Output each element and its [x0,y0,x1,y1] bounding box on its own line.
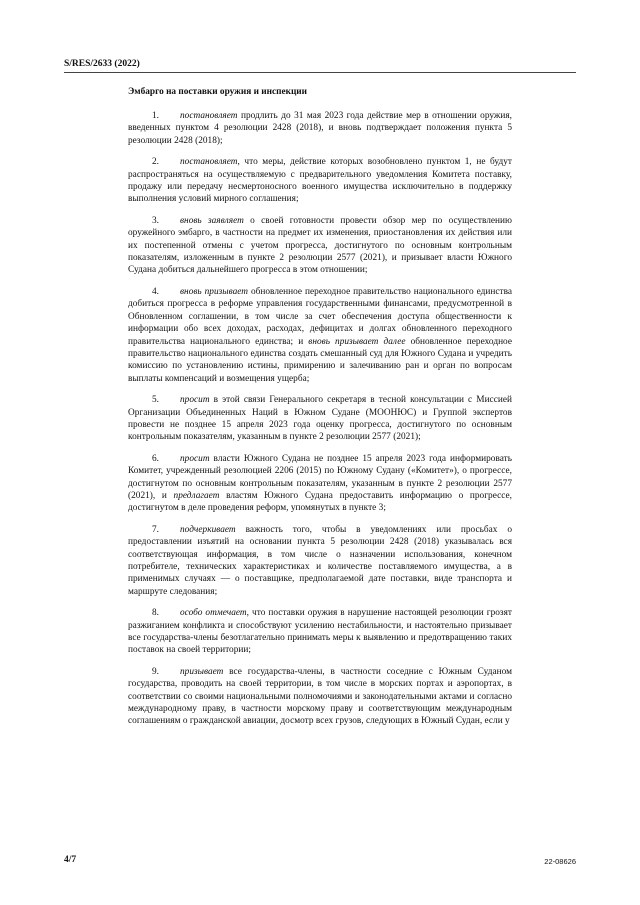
paragraph-6 [128,453,512,515]
operative-verb-2: предлагает [173,490,220,501]
document-symbol: S/RES/2633 (2022) [64,59,140,69]
paragraph-text: в этой связи Генерального секретаря в тесной консультации с Миссией Организации Объединенных Наций в Южном Судане (МООНЮС) и Группой экспертов провести не позднее 15 апреля 2023 года оценку прогресса, достигнутого по основным контрольным показателям, указанным в пункте 2 резолюции 2577 (2021); [128,395,512,443]
operative-verb: просит [180,395,210,406]
operative-verb: постановляет [180,157,238,168]
paragraph-number: 1. [152,111,160,121]
operative-verb: постановляет [180,111,238,121]
operative-verb: вновь призывает [180,286,249,297]
operative-verb: особо отмечает [180,608,247,619]
header-divider [64,72,576,73]
operative-verb: подчеркивает [180,524,236,535]
operative-verb: просит [180,453,210,464]
paragraph-number: 8. [152,608,160,619]
paragraph-text: обновленное переходное правительство национального единства добиться прогресса в реформе управления государственными финансами, предусмотренной в Обновленном соглашении, в том числе за счет обеспечения доступа общественности к информации обо всех доходах, расходах, дефицитах и долгах обновленного переходного правительства национального единства; и [128,286,512,347]
paragraph-number: 6. [152,453,160,464]
paragraph-4 [128,286,512,385]
document-body [128,86,512,737]
paragraph-2 [128,156,512,206]
paragraph-number: 7. [152,524,160,535]
paragraph-text: о своей готовности провести обзор мер по осуществлению оружейного эмбарго, в частности на предмет их изменения, приостановления их действия или их постепенной отмены с учетом прогресса, достигнутого по основным контрольным показателям, изложенным в пункте 2 резолюции 2577 (2021), и призывает власти Южного Судана добиться дальнейшего прогресса в этом отношении; [128,215,512,276]
operative-verb: призывает [180,666,224,677]
paragraph-5 [128,394,512,444]
paragraph-number: 3. [152,215,160,226]
paragraph-text: , что меры, действие которых возобновлено пунктом 1, не будут распространяться на осуществляемую с предварительного уведомления Комитета поставку, продажу или передачу несмертоносного военного имущества исключительно в поддержку выполнения условий мирного соглашения; [128,157,512,205]
paragraph-number: 5. [152,395,160,406]
paragraph-text: все государства-члены, в частности соседние с Южным Суданом государства, проводить на своей территории, в том числе в морских портах и аэропортах, в соответствии со своими национальными полномочиями и законодательными актами и согласно международному праву, в частности морскому праву и соответствующим международным соглашениям о гражданской авиации, досмотр всех грузов, следующих в Южный Судан, если у [128,666,512,727]
paragraph-text-2: обновленное переходное правительство национального единства создать смешанный суд для Южного Судана и учредить комиссию по установлению истины, примирению и залечиванию ран и орган по вопросам выплаты компенсаций и возмещения ущерба; [128,336,512,384]
paragraph-text: , что поставки оружия в нарушение настоящей резолюции грозят разжиганием конфликта и способствуют усилению нестабильности, и настоятельно призывает все государства-члены безотлагательно принимать меры к выявлению и предотвращению таких поставок на своей территории; [128,608,512,656]
document-code: 22-08626 [544,857,576,866]
paragraph-text: важность того, чтобы в уведомлениях или просьбах о предоставлении изъятий на основании пункта 5 резолюции 2428 (2018) указывалась вся соответствующая информация, в том числе о назначении использования, конечном потребителе, технических характеристиках и количестве поставляемого имущества, а в применимых случаях — о поставщике, предполагаемой дате поставки, виде транспорта и маршруте следования; [128,524,512,597]
paragraph-3 [128,215,512,277]
paragraph-1 [128,110,512,147]
paragraph-9 [128,666,512,728]
operative-verb-2: вновь призывает далее [308,336,406,347]
paragraph-number: 4. [152,286,160,297]
paragraph-text: продлить до 31 мая 2023 года действие мер в отношении оружия, введенных пунктом 4 резолюции 2428 (2018), и вновь подтверждает положения пункта 5 резолюции 2428 (2018); [128,111,512,146]
paragraph-number: 9. [152,666,160,677]
paragraph-7 [128,524,512,598]
paragraph-number: 2. [152,157,160,168]
operative-verb: вновь заявляет [180,215,244,226]
paragraph-text: власти Южного Судана не позднее 15 апреля 2023 года информировать Комитет, учрежденный резолюцией 2206 (2015) по Южному Судану («Комитет»), о прогрессе, достигнутом по основным контрольным показателям, указанным в пункте 2 резолюции 2577 (2021), и [128,453,512,501]
page-number: 4/7 [64,855,77,865]
paragraph-text-2: властям Южного Судана предоставить информацию о прогрессе, достигнутом в деле проведения реформ, упомянутых в пункте 3; [128,490,512,514]
paragraph-8 [128,607,512,657]
section-title: Эмбарго на поставки оружия и инспекции [128,87,308,97]
